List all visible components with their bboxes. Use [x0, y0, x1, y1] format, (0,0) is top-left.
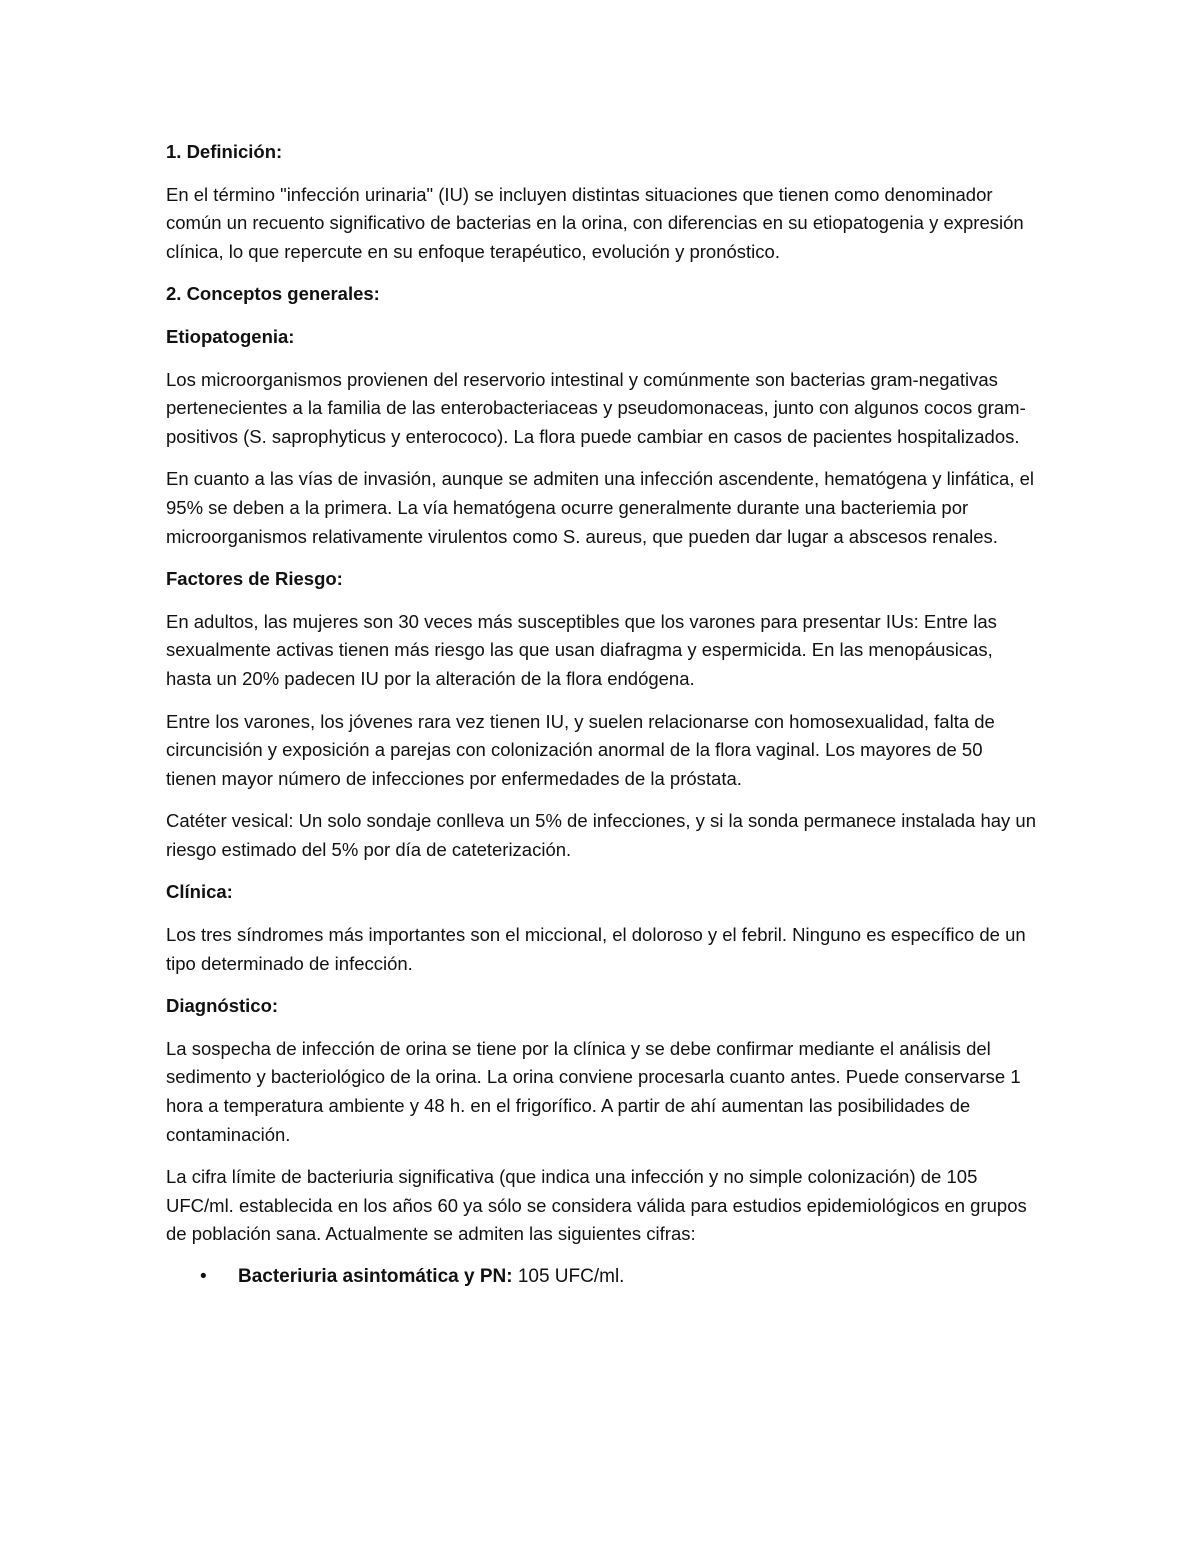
paragraph-clinica: Los tres síndromes más importantes son el miccional, el doloroso y el febril. Ninguno es específico de un tipo determinado de infección.	[166, 924, 1026, 974]
bullet-value: 105 UFC/ml.	[512, 1266, 625, 1287]
document-body	[166, 138, 1036, 1292]
paragraph-etiopatogenia-2: En cuanto a las vías de invasión, aunque se admiten una infección ascendente, hematógena y linfática, el 95% se deben a la primera. La vía hematógena ocurre generalmente durante una bacteriemia por microorganismos relativamente virulentos como S. aureus, que pueden dar lugar a abscesos renales.	[166, 468, 1035, 547]
paragraph-diagnostico-1: La sospecha de infección de orina se tiene por la clínica y se debe confirmar mediante el análisis del sedimento y bacteriológico de la orina. La orina conviene procesarla cuanto antes. Puede conservarse 1 hora a temperatura ambiente y 48 h. en el frigorífico. A partir de ahí aumentan las posibilidades de contaminación.	[166, 1037, 1021, 1145]
heading-diagnostico: Diagnóstico:	[166, 995, 279, 1017]
criteria-list	[166, 1263, 1036, 1292]
paragraph-diagnostico-2: La cifra límite de bacteriuria significativa (que indica una infección y no simple colonización) de 105 UFC/ml. establecida en los años 60 ya sólo se considera válida para estudios epidemiológicos en grupos de población sana. Actualmente se admiten las siguientes cifras:	[166, 1166, 1027, 1245]
heading-clinica: Clínica:	[166, 881, 233, 903]
heading-definicion: 1. Definición:	[166, 141, 283, 162]
paragraph-riesgo-1: En adultos, las mujeres son 30 veces más susceptibles que los varones para presentar IUs: Entre las sexualmente activas tienen más riesgo las que usan diafragma y espermicida. En las menopáusicas, hasta un 20% padecen IU por la alteración de la flora endógena.	[166, 610, 997, 689]
paragraph-etiopatogenia-1: Los microorganismos provienen del reservorio intestinal y comúnmente son bacterias gram-negativas pertenecientes a la familia de las enterobacteriaceas y pseudomonaceas, junto con algunos cocos gram-positivos (S. saprophyticus y enterococo). La flora puede cambiar en casos de pacientes hospitalizados.	[166, 368, 1026, 447]
heading-etiopatogenia: Etiopatogenia:	[166, 325, 295, 347]
bullet-marker: •	[200, 1266, 207, 1287]
paragraph-riesgo-2: Entre los varones, los jóvenes rara vez tienen IU, y suelen relacionarse con homosexualidad, falta de circuncisión y exposición a parejas con colonización anormal de la flora vaginal. Los mayores de 50 tienen mayor número de infecciones por enfermedades de la próstata.	[166, 710, 995, 789]
paragraph-definicion: En el término "infección urinaria" (IU) se incluyen distintas situaciones que tienen como denominador común un recuento significativo de bacterias en la orina, con diferencias en su etiopatogenia y expresión clínica, lo que repercute en su enfoque terapéutico, evolución y pronóstico.	[166, 183, 1024, 262]
paragraph-riesgo-3: Catéter vesical: Un solo sondaje conlleva un 5% de infecciones, y si la sonda permanece instalada hay un riesgo estimado del 5% por día de cateterización.	[166, 810, 1037, 860]
heading-conceptos-generales: 2. Conceptos generales:	[166, 283, 380, 305]
list-item	[166, 1263, 1036, 1292]
heading-factores-riesgo: Factores de Riesgo:	[166, 568, 343, 590]
bullet-term: Bacteriuria asintomática y PN:	[238, 1266, 513, 1287]
